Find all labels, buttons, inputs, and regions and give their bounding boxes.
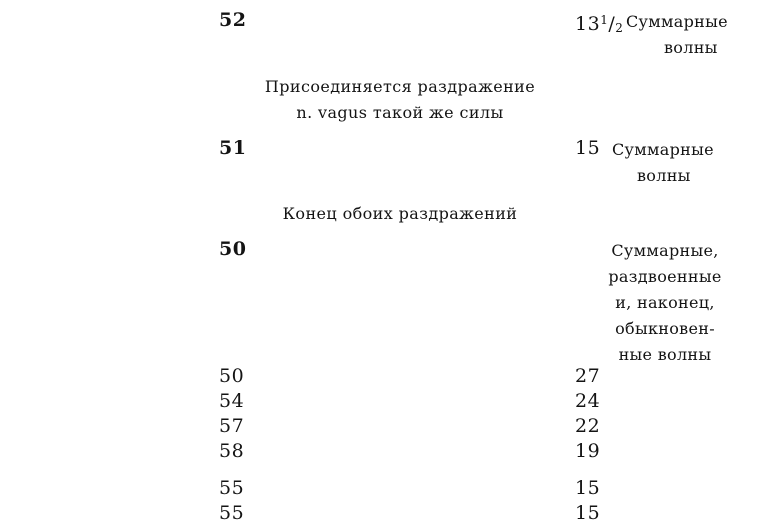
left-value-row-6: 57 [219,415,245,437]
heading-vagus [230,74,570,126]
left-value-row-7: 58 [219,440,245,462]
left-value-row-9: 55 [219,502,245,524]
right-value-row-2: 15 [575,137,601,159]
note-row-3 [598,238,732,368]
note-row-3-line-2: раздвоенные [608,267,722,286]
right-value-row-1: $13^1/2$ [575,13,624,35]
note-row-1-line-2: волны [664,38,718,57]
left-value-row-4: 50 [219,365,245,387]
heading-vagus-line-1: Присоединяется раздражение [264,77,536,96]
right-value-row-8: 15 [575,477,601,499]
heading-vagus-line-2: n. vagus такой же силы [296,103,504,122]
left-value-row-8: 55 [219,477,245,499]
left-value-row-1: 52 [219,9,247,31]
note-row-3-line-1: Суммарные, [611,241,719,260]
right-value-row-9: 15 [575,502,601,524]
note-row-2 [612,137,732,189]
left-value-row-5: 54 [219,390,245,412]
note-row-1-line-1: Суммарные [626,12,728,31]
right-value-row-5: 24 [575,390,601,412]
note-row-2-line-2: волны [637,166,691,185]
right-value-row-4: 27 [575,365,601,387]
left-value-row-2: 51 [219,137,247,159]
note-row-1 [626,9,738,61]
fraction-denominator: 2 [615,21,624,35]
heading-end: Конец обоих раздражений [282,204,518,223]
right-value-row-7: 19 [575,440,601,462]
note-row-3-line-5: ные волны [618,345,712,364]
right-value-row-6: 22 [575,415,601,437]
left-value-row-3: 50 [219,238,247,260]
right-whole-row-1: 13 [575,13,601,35]
note-row-3-line-4: обыкновен- [615,319,715,338]
note-row-2-line-1: Суммарные [612,140,714,159]
fraction-numerator: 1 [600,13,609,27]
note-row-3-line-3: и, наконец, [615,293,715,312]
